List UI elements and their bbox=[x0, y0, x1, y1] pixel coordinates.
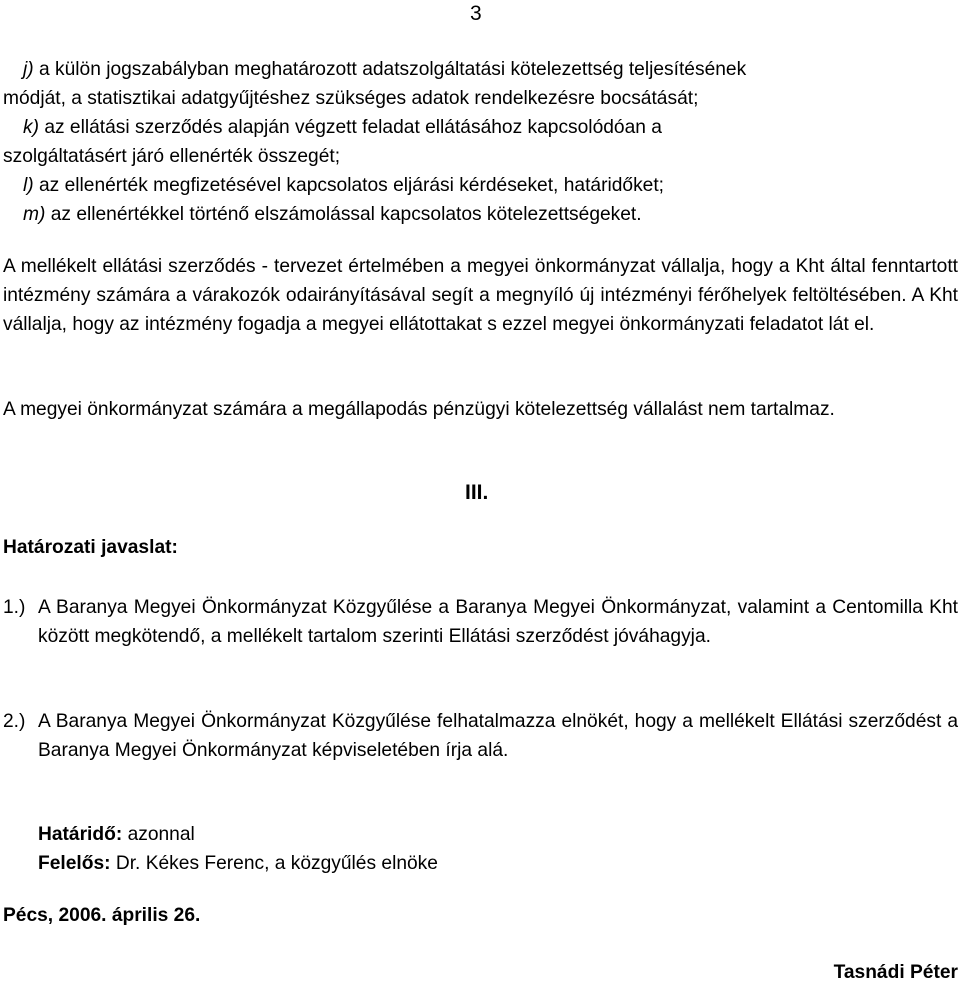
paragraph-agreement: A mellékelt ellátási szerződés - tervezet értelmében a megyei önkormányzat vállalja, hogy a Kht által fenntartott intézmény számára a várakozók odairányításával segít a megnyíló új intézményi férőhelyek feltöltésében. A Kht vállalja, hogy az intézmény fogadja a megyei ellátottakat s ezzel megyei önkormányzati feladatot lát el. bbox=[3, 256, 958, 335]
page-number: 3 bbox=[470, 2, 482, 25]
section-number: III. bbox=[465, 481, 489, 504]
item-list bbox=[3, 55, 958, 229]
list-item-m bbox=[3, 200, 958, 229]
deadline-label: Határidő: bbox=[38, 824, 123, 845]
list-label-m: m) bbox=[23, 204, 46, 225]
section-title: Határozati javaslat: bbox=[3, 537, 178, 558]
list-item-l bbox=[3, 171, 958, 200]
list-label-k: k) bbox=[23, 117, 39, 138]
responsible-value: Dr. Kékes Ferenc, a közgyűlés elnöke bbox=[115, 853, 438, 874]
list-item-k-line-2: szolgáltatásért járó ellenérték összegét; bbox=[3, 146, 341, 167]
resolution-text: A Baranya Megyei Önkormányzat Közgyűlése a Baranya Megyei Önkormányzat, valamint a Centomilla Kht között megkötendő, a mellékelt tartalom szerinti Ellátási szerződést jóváhagyja. bbox=[38, 597, 958, 647]
list-text: az ellenértékkel történő elszámolással kapcsolatos kötelezettségeket. bbox=[50, 204, 642, 225]
resolution-1 bbox=[3, 593, 958, 651]
signer-name: Tasnádi Péter bbox=[833, 962, 958, 983]
list-text: az ellátási szerződés alapján végzett feladat ellátásához kapcsolódóan a bbox=[44, 117, 662, 138]
list-item-j-line-1 bbox=[3, 55, 958, 84]
resolution-number: 1.) bbox=[3, 597, 26, 618]
deadline bbox=[38, 820, 195, 849]
list-item-j-line-2: módját, a statisztikai adatgyűjtéshez szükséges adatok rendelkezésre bocsátását; bbox=[3, 88, 699, 109]
list-label-l: l) bbox=[23, 175, 34, 196]
deadline-value: azonnal bbox=[127, 824, 195, 845]
list-text: a külön jogszabályban meghatározott adatszolgáltatási kötelezettség teljesítésének bbox=[39, 59, 747, 80]
responsible-label: Felelős: bbox=[38, 853, 111, 874]
paragraph-financial: A megyei önkormányzat számára a megállapodás pénzügyi kötelezettség vállalást nem tartalmaz. bbox=[3, 399, 835, 420]
list-label-j: j) bbox=[23, 59, 34, 80]
resolution-text: A Baranya Megyei Önkormányzat Közgyűlése felhatalmazza elnökét, hogy a mellékelt Ellátási szerződést a Baranya Megyei Önkormányzat képviseletében írja alá. bbox=[38, 711, 958, 761]
responsible bbox=[38, 849, 438, 878]
resolution-2 bbox=[3, 707, 958, 765]
resolution-number: 2.) bbox=[3, 711, 26, 732]
list-item-k-line-1 bbox=[3, 113, 958, 142]
place-date: Pécs, 2006. április 26. bbox=[3, 905, 201, 926]
list-text: az ellenérték megfizetésével kapcsolatos eljárási kérdéseket, határidőket; bbox=[39, 175, 664, 196]
